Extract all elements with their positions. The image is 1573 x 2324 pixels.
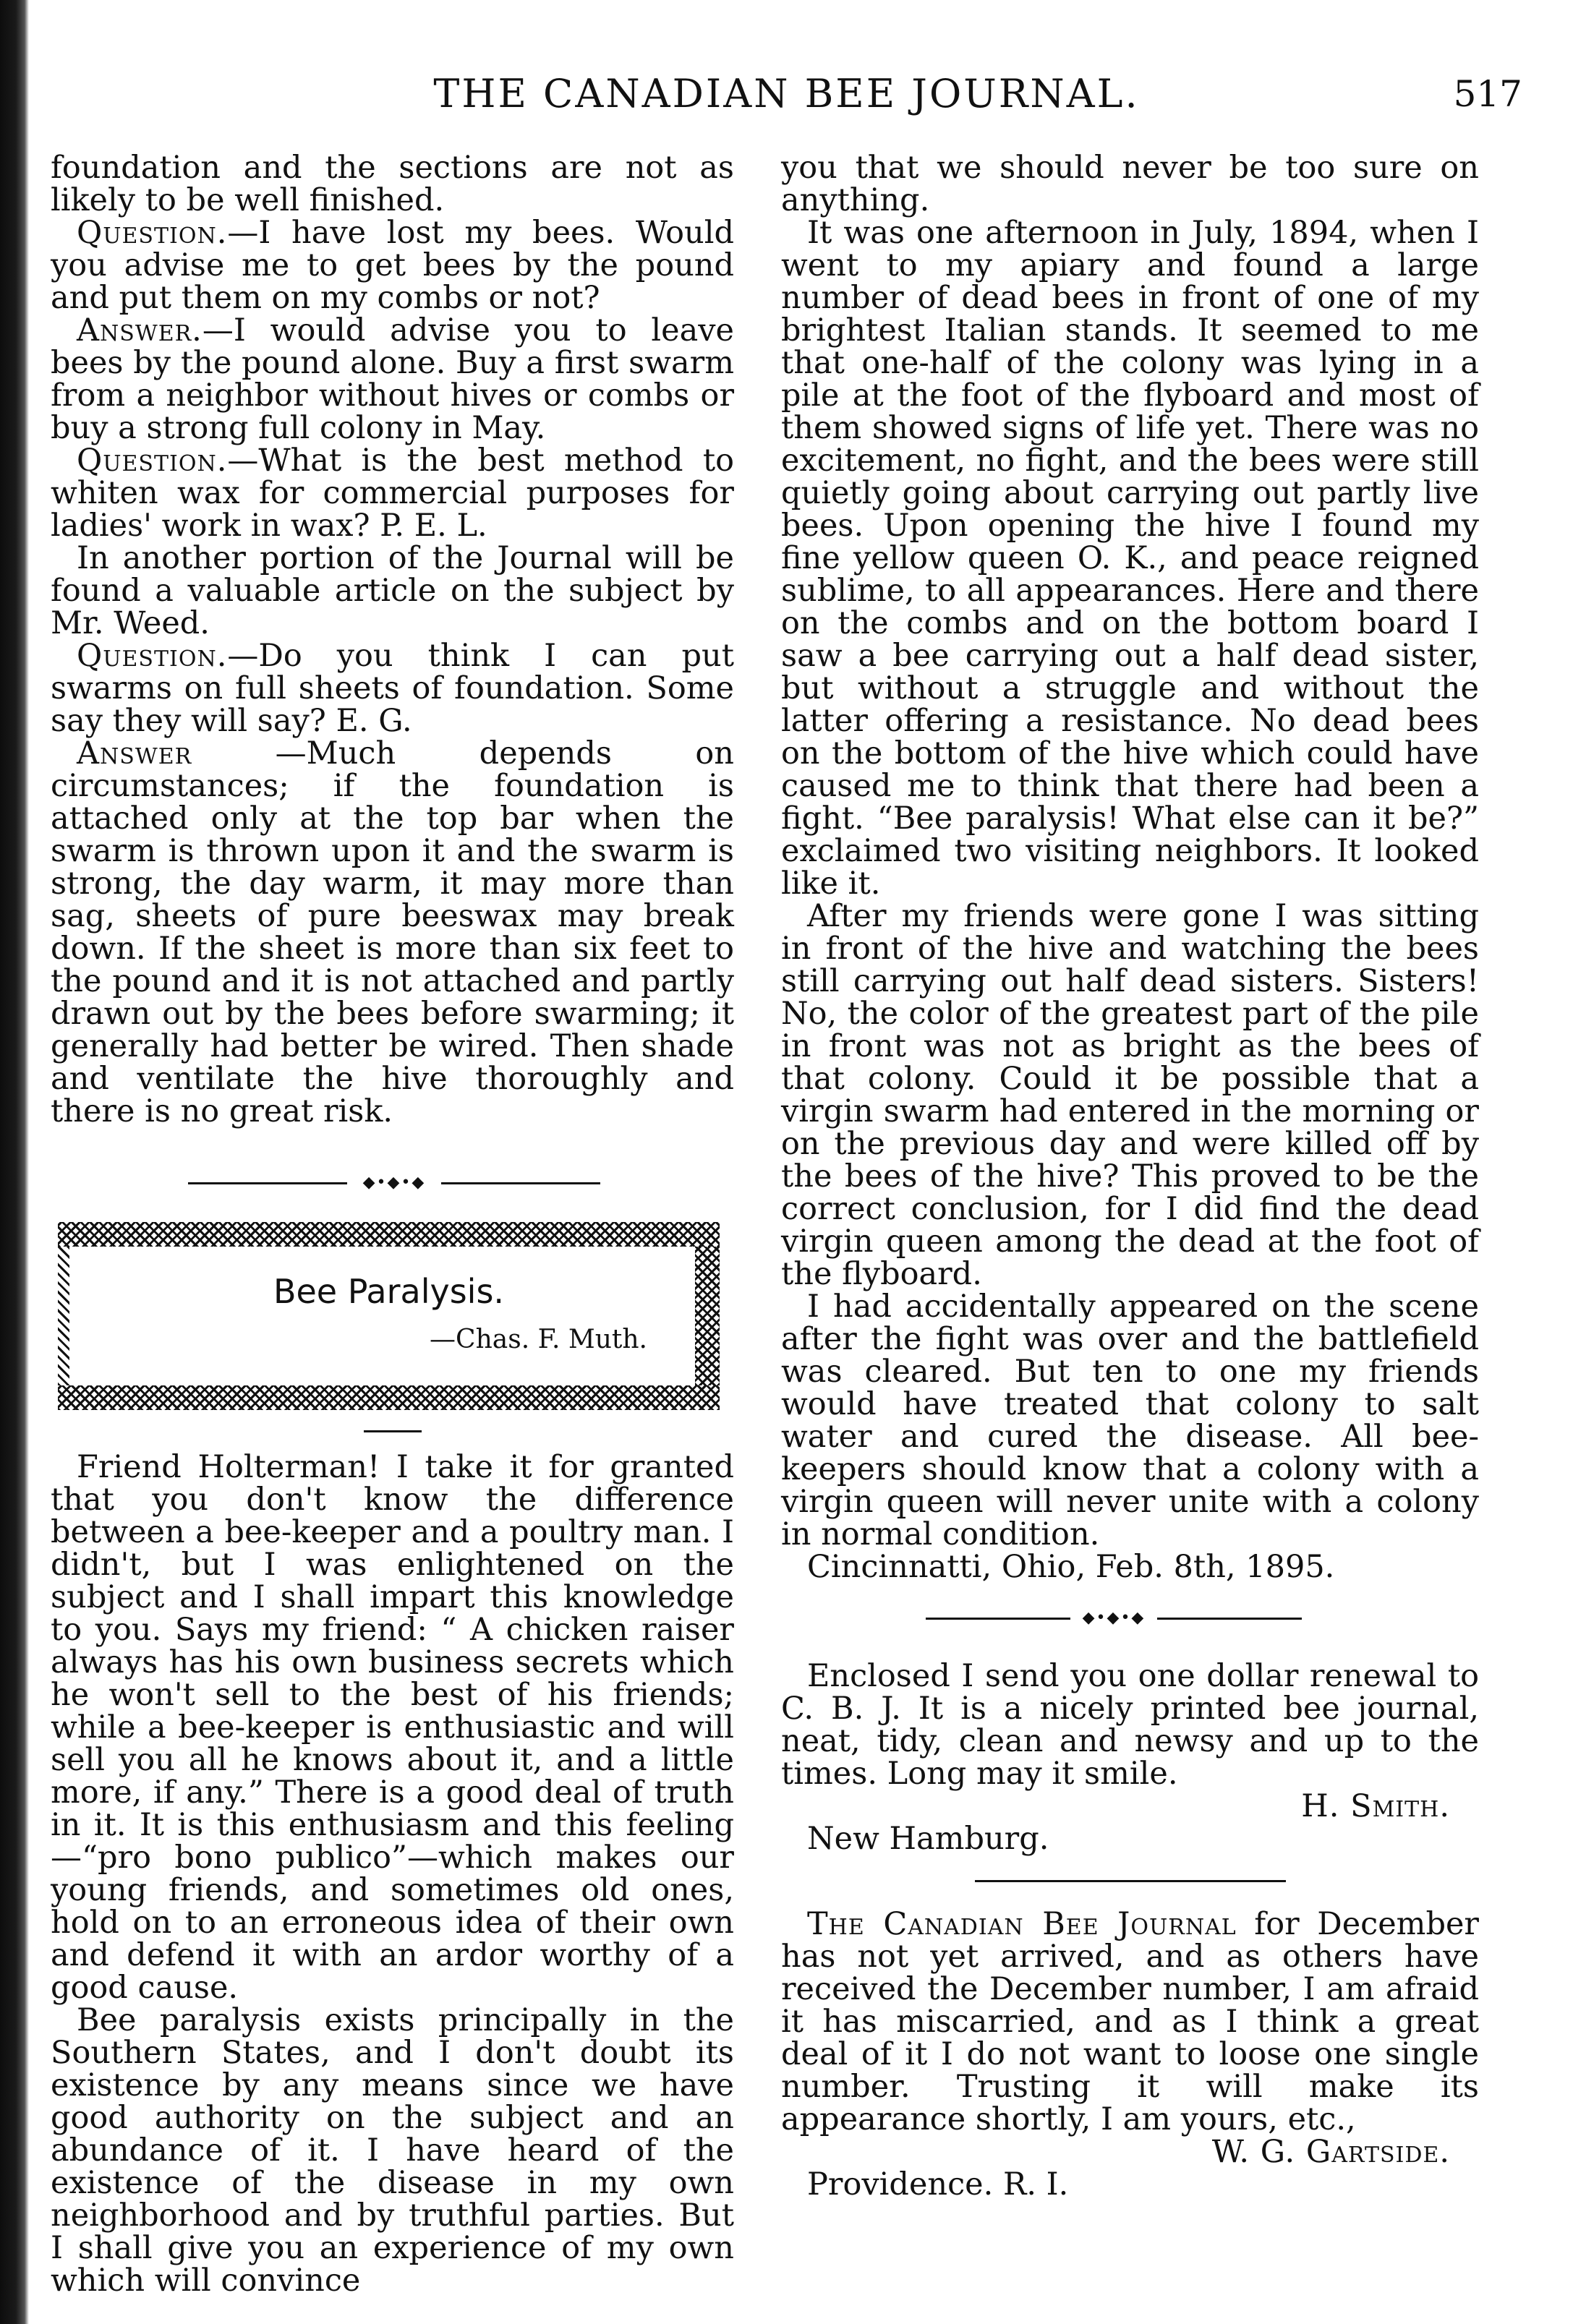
page-number: 517: [1453, 73, 1522, 115]
qa-answer-2: [51, 542, 734, 640]
dateline: Cincinnatti, Ohio, Feb. 8th, 1895.: [807, 1549, 1335, 1585]
letter-text: [781, 1908, 1479, 2136]
rule-separator: [975, 1880, 1286, 1882]
continuation-text: foundation and the sections are not as likely to be well finished.: [51, 150, 734, 218]
letter-text: Enclosed I send you one dollar renewal to C. B. J. It is a nicely printed bee journal, neat, tidy, clean and newsy and up to the times. Long may it smile.: [781, 1658, 1479, 1792]
letter-body: for December has not yet arrived, and as others have received the December number, I am afraid it has miscarried, and as I think a great deal of it I do not want to loose one single number. Trusting it will make its appearance shortly, I am yours, etc.,: [781, 1906, 1479, 2137]
article-paragraph: It was one afternoon in July, 1894, when I went to my apiary and found a large number of dead bees in front of one of my brightest Italian stands. It seemed to me that one-half of the colony was lying in a pile at the foot of the flyboard and most of them showed signs of life yet. There was no excitement, no fight, and the bees were still quietly going about carrying out partly live bees. Upon opening the hive I found my fine yellow queen O. K., and peace reigned sublime, to all appearances. Here and there on the combs and on the bottom board I saw a bee carrying out a half dead sister, but without a struggle and without the latter offering a resistance. No dead bees on the bottom of the hive which could have caused me to think that there had been a fight. “Bee paralysis! What else can it be?” exclaimed two visiting neighbors. It looked like it.: [781, 215, 1479, 902]
qa-question-2: [51, 445, 734, 542]
fancy-separator: ◆•◆•◆: [781, 1605, 1479, 1631]
journal-title: THE CANADIAN BEE JOURNAL.: [433, 71, 1140, 116]
short-rule: [364, 1430, 422, 1432]
qa-label: Question.: [77, 215, 228, 251]
article-paragraph: After my friends were gone I was sitting in front of the hive and watching the bees still carrying out half dead sisters. Sisters! No, the color of the greatest part of the pile in front was not as bright as the bees of that colony. Could it be possible that a virgin swarm had entered in the morning or on the previous day and were killed off by the bees of the hive? This proved to be the correct conclusion, for I did find the dead virgin queen among the dead at the foot of the flyboard.: [781, 898, 1479, 1292]
binding-edge: [0, 0, 29, 2324]
qa-answer-1: [51, 312, 734, 446]
qa-answer-3: [51, 735, 734, 1129]
article-paragraph: Bee paralysis exists principally in the Southern States, and I don't doubt its existence by any means since we have good authority on the subject and an abundance of it. I have heard of the existence of the disease in my own neighborhood and by truthful parties. But I shall give you an experience of my own which will convince: [51, 2002, 734, 2299]
qa-text: —I would advise you to leave bees by the pound alone. Buy a first swarm from a neighbor without hives or combs or buy a strong full colony in May.: [51, 312, 734, 446]
qa-text: —Do you think I can put swarms on full sheets of foundation. Some say they will say? E. G.: [51, 638, 734, 739]
qa-label: Question.: [77, 638, 228, 674]
journal-name: The Canadian Bee Journal: [807, 1906, 1237, 1942]
letter-signature: H. Smith.: [1301, 1788, 1450, 1824]
left-column: [51, 152, 734, 2297]
qa-text: —I have lost my bees. Would you advise me to get bees by the pound and put them on my combs or not?: [51, 215, 734, 316]
qa-label: Answer.: [77, 312, 203, 349]
right-column: [781, 152, 1479, 2201]
letter-place: New Hamburg.: [807, 1821, 1049, 1857]
qa-label: Answer: [77, 735, 192, 772]
article-paragraph: I had accidentally appeared on the scene after the fight was over and the battlefield was cleared. But ten to one my friends would have treated that colony to salt water and cured the disease. All bee-keepers should know that a colony with a virgin queen will never unite with a colony in normal condition.: [781, 1289, 1479, 1552]
qa-text: In another portion of the Journal will be found a valuable article on the subject by Mr. Weed.: [51, 540, 734, 641]
qa-question-1: [51, 217, 734, 315]
letter-signature: W. G. Gartside.: [1211, 2134, 1450, 2170]
article-paragraph: you that we should never be too sure on anything.: [781, 150, 1479, 218]
article-title-box: [58, 1222, 720, 1410]
running-header: [0, 65, 1573, 123]
letter-place: Providence. R. I.: [807, 2166, 1069, 2203]
qa-text: —Much depends on circumstances; if the foundation is attached only at the top bar when the swarm is thrown upon it and the swarm is strong, the day warm, it may more than sag, sheets of pure beeswax may break down. If the sheet is more than six feet to the pound and it is not attached and partly drawn out by the bees before swarming; it generally had better be wired. Then shade and ventilate the hive thoroughly and there is no great risk.: [51, 735, 734, 1129]
qa-question-3: [51, 640, 734, 738]
qa-label: Question.: [77, 443, 228, 479]
article-author: —Chas. F. Muth.: [430, 1325, 647, 1354]
article-paragraph: Friend Holterman! I take it for granted that you don't know the difference between a bee-keeper and a poultry man. I didn't, but I was enlightened on the subject and I shall impart this knowledge to you. Says my friend: “ A chicken raiser always has his own business secrets which he won't sell to the best of his friends; while a bee-keeper is enthusiastic and will sell you all he knows about it, and a little more, if any.” There is a good deal of truth in it. It is this enthusiasm and this feeling—“pro bono publico”—which makes our young friends, and sometimes old ones, hold on to an erroneous idea of their own and defend it with an ardor worthy of a good cause.: [51, 1449, 734, 2006]
qa-text: —What is the best method to whiten wax for commercial purposes for ladies' work in wax? P. E. L.: [51, 443, 734, 544]
article-title: Bee Paralysis.: [273, 1272, 505, 1311]
fancy-separator: ◆•◆•◆: [51, 1170, 734, 1196]
